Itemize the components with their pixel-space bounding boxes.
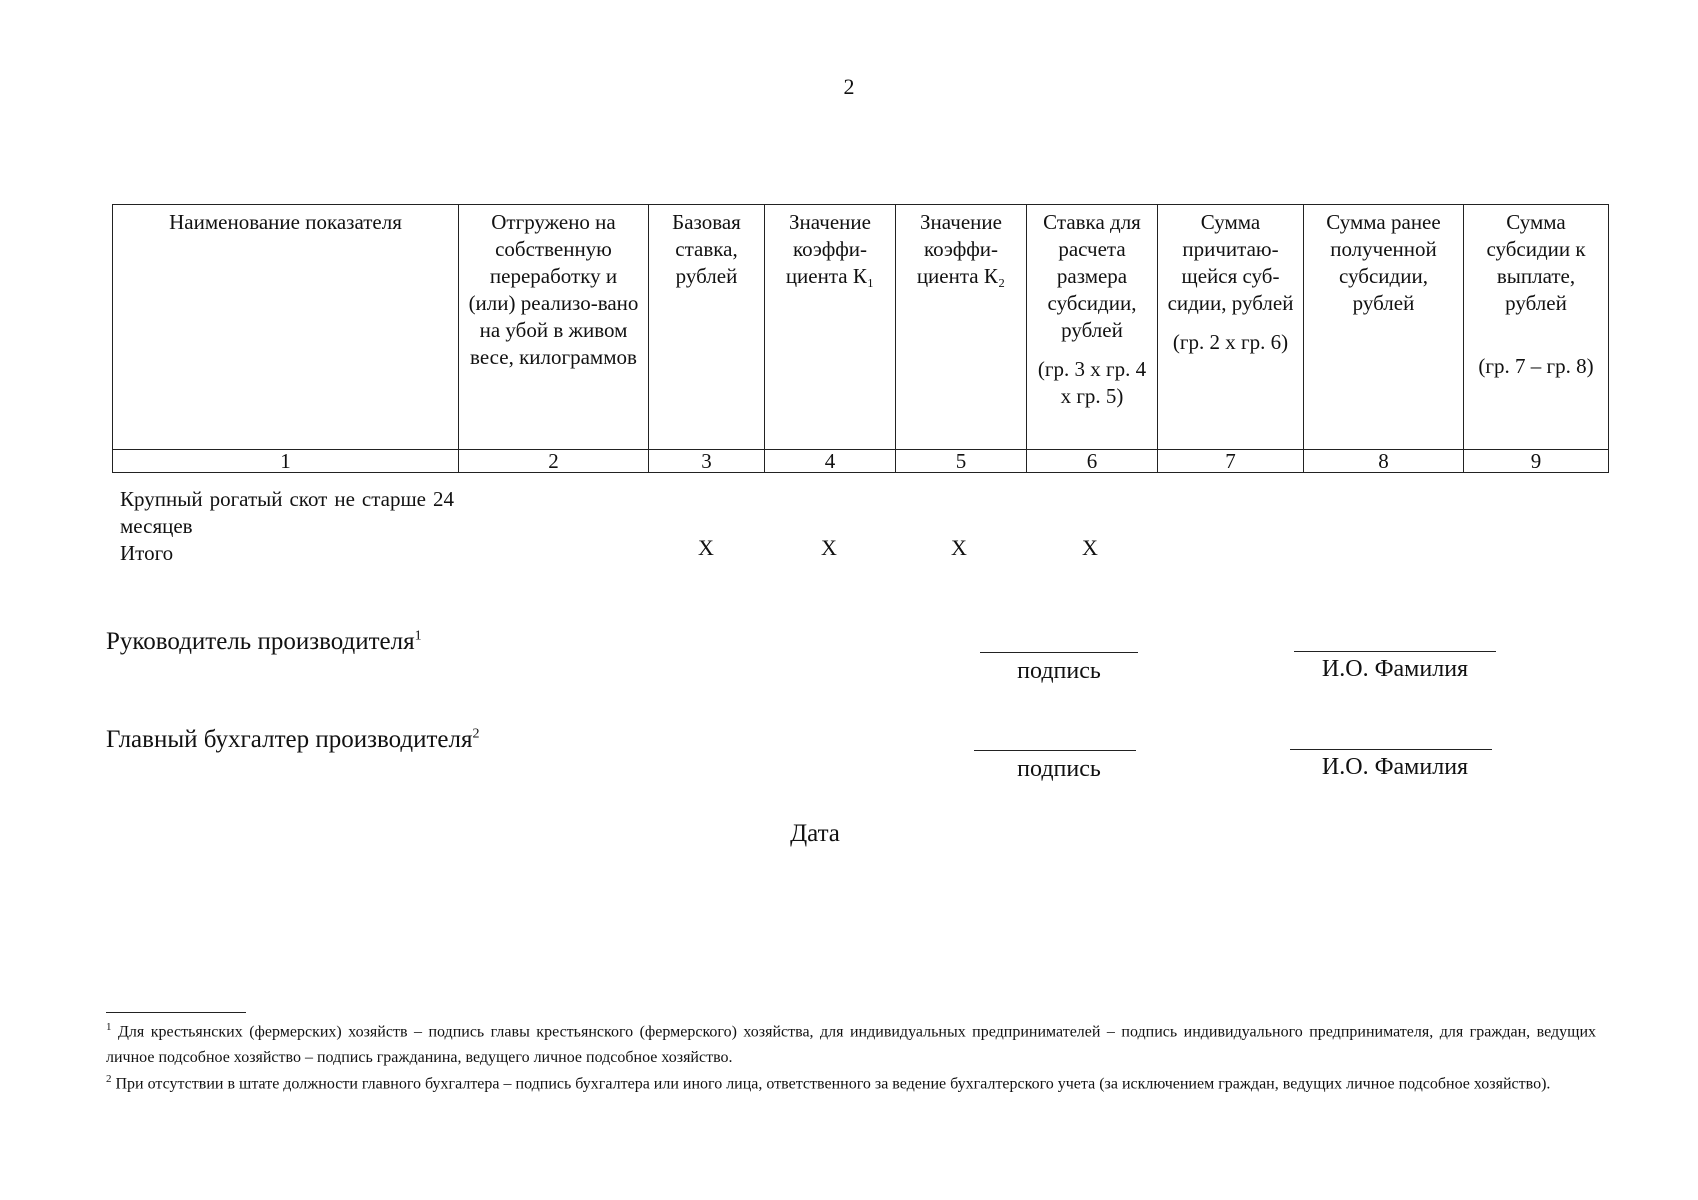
signature-line-head [980,652,1138,653]
total-mark-col-4: Х [821,535,837,560]
page-number: 2 [843,74,855,99]
signature-title-head: Руководитель производителя$^1$ [106,628,422,655]
col-number-7: 7 [1158,450,1304,473]
signature-caption-head: подпись [1017,658,1101,684]
col-header-9-formula: (гр. 7 – гр. 8) [1478,354,1594,378]
col-header-6: Ставка для расчета размера субсидии, рублей (гр. 3 х гр. 4 х гр. 5) [1027,205,1158,450]
col-header-2: Отгружено на собственную переработку и (или) реализо-вано на убой в живом весе, килограммов [459,205,649,450]
column-number-row [113,450,1609,473]
row-label-cattle: Крупный рогатый скот не старше 24 месяцев [120,487,454,538]
col-number-4: 4 [765,450,896,473]
subsidy-table [112,204,1609,473]
col-header-1: Наименование показателя [113,205,459,450]
col-header-3: Базовая ставка, рублей [649,205,765,450]
signature-caption-accountant: подпись [1017,756,1101,782]
date-label: Дата [790,820,840,847]
signature-line-accountant [974,750,1136,751]
footnote-2: $^2$ При отсутствии в штате должности главного бухгалтера – подпись бухгалтера или иного лица, ответственного за ведение бухгалтерского учета (за исключением граждан, ведущих личное подсобное хозяйство). [106,1073,1551,1093]
col-header-4: Значение коэффи-циента К₁ [765,205,896,450]
footnote-ref-2: 2 [472,726,480,742]
col-number-5: 5 [896,450,1027,473]
col-number-2: 2 [459,450,649,473]
col-number-8: 8 [1304,450,1464,473]
footnote-separator [106,1012,246,1013]
col-header-9: Сумма субсидии к выплате, рублей (гр. 7 – гр. 8) [1464,205,1609,450]
footnote-ref-1: 1 [414,628,422,644]
col-header-8: Сумма ранее полученной субсидии, рублей [1304,205,1464,450]
col-number-3: 3 [649,450,765,473]
total-mark-col-3: Х [698,535,714,560]
col-number-1: 1 [113,450,459,473]
col-header-5: Значение коэффи-циента К₂ [896,205,1027,450]
signature-title-accountant: Главный бухгалтер производителя$^2$ [106,726,480,753]
col-header-7-formula: (гр. 2 х гр. 6) [1172,330,1289,354]
name-caption-accountant: И.О. Фамилия [1321,754,1469,780]
col-number-6: 6 [1027,450,1158,473]
col-number-9: 9 [1464,450,1609,473]
header-row [113,205,1609,450]
name-line-head [1294,651,1496,652]
col-header-7: Сумма причитаю-щейся суб-сидии, рублей (гр. 2 х гр. 6) [1158,205,1304,450]
name-line-accountant [1290,749,1492,750]
total-mark-col-5: Х [951,535,967,560]
footnote-1: $^1$ Для крестьянских (фермерских) хозяйств – подпись главы крестьянского (фермерского) хозяйства, для индивидуальных предпринимателей – подпись индивидуального предпринимателя, для граждан, ведущих личное подсобное хозяйство – подпись гражданина, ведущего личное подсобное хозяйство. [106,1021,1597,1067]
col-header-6-formula: (гр. 3 х гр. 4 х гр. 5) [1037,357,1147,408]
total-mark-col-6: Х [1082,535,1098,560]
name-caption-head: И.О. Фамилия [1321,656,1469,682]
row-label-total: Итого [120,541,174,565]
